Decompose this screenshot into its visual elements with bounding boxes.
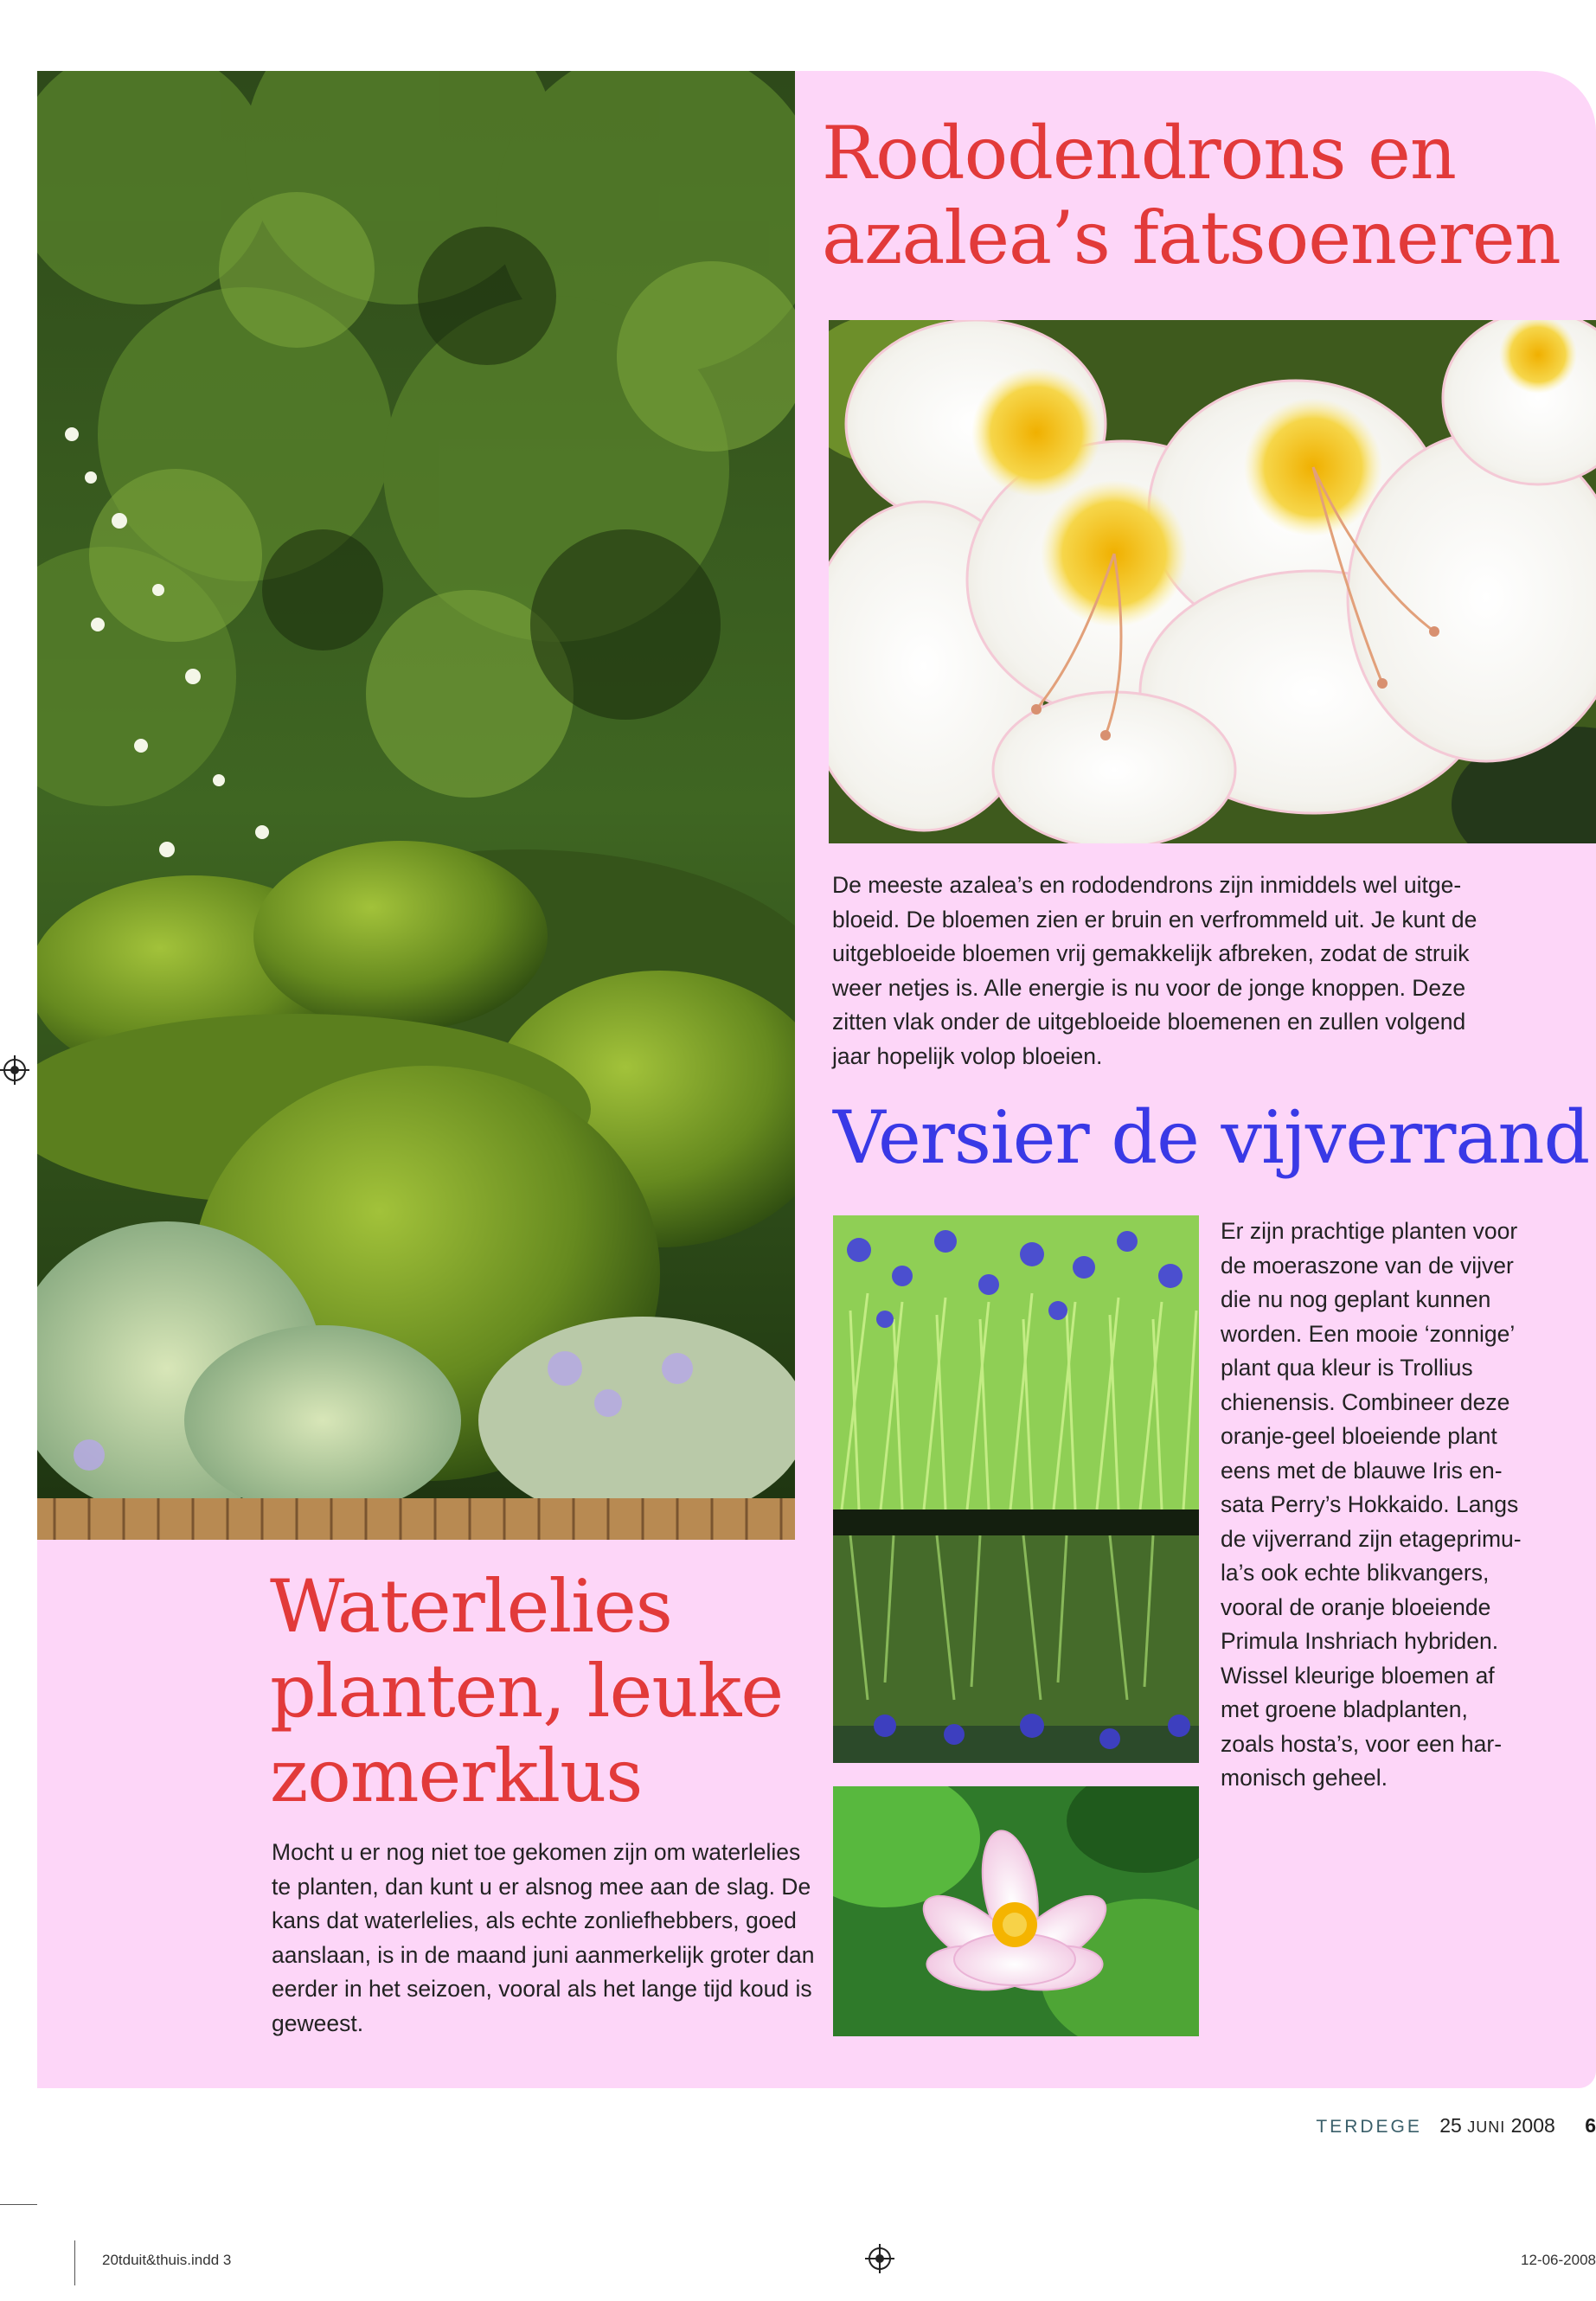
iris-pond-photo (833, 1215, 1199, 1763)
article-3-title: Waterlelies planten, leuke zomerklus (270, 1564, 784, 1818)
issue-date-month: JUNI (1467, 2118, 1506, 2136)
issue-date (1439, 2114, 1561, 2137)
azalea-photo (829, 320, 1596, 843)
crop-mark (74, 2240, 75, 2285)
water-lily-photo (833, 1786, 1199, 2036)
issue-date-year: 2008 (1510, 2114, 1555, 2137)
issue-date-day: 25 (1439, 2114, 1462, 2137)
magazine-name: TERDEGE (1316, 2117, 1422, 2137)
page-number: 6 (1585, 2114, 1596, 2137)
page-footer (990, 2114, 1596, 2149)
garden-photo (37, 71, 795, 1540)
registration-mark-icon (865, 2244, 894, 2273)
slug-date: 12-06-2008 (1521, 2252, 1596, 2268)
slug-filename: 20tduit&thuis.indd 3 (102, 2252, 232, 2268)
article-1-body: De meeste azalea’s en rododendrons zijn inmiddels wel uitgebloeid. De bloemen zien er bruin en verfrommeld uit. Je kunt de uitgebloeide bloemen vrij gemakkelijk afbreken, zodat de struik weer netjes is. Alle energie is nu voor de jonge knoppen. Deze zitten vlak onder de uitgebloeide bloemenen en zullen volgend jaar hopelijk volop bloeien. (832, 872, 1477, 1069)
registration-mark-icon (0, 1055, 29, 1085)
crop-mark (0, 2204, 37, 2205)
article-2-body: Er zijn prachtige planten voor de moeraszone van de vijver die nu nog geplant kunnen worden. Een mooie ‘zonnige’ plant qua kleur is Trollius chienensis. Combineer deze oranje-geel bloeiende plant eens met de blauwe Iris ensata Perry’s Hokkaido. Langs de vijverrand zijn etageprimula’s ook echte blikvangers, vooral de oranje bloeiende Primula Inshriach hybriden. Wissel kleurige bloemen af met groene bladplanten, zoals hosta’s, voor een harmonisch geheel. (1221, 1218, 1522, 1791)
article-2-title: Versier de vijverrand (833, 1095, 1590, 1180)
article-3-body: Mocht u er nog niet toe gekomen zijn om waterlelies te planten, dan kunt u er alsnog mee aan de slag. De kans dat waterlelies, als echte zonliefhebbers, goed aanslaan, is in de maand juni aanmerkelijk groter dan eerder in het seizoen, vooral als het lange tijd koud is geweest. (272, 1839, 815, 2036)
article-1-title: Rododendrons en azalea’s fatsoeneren (822, 111, 1561, 280)
